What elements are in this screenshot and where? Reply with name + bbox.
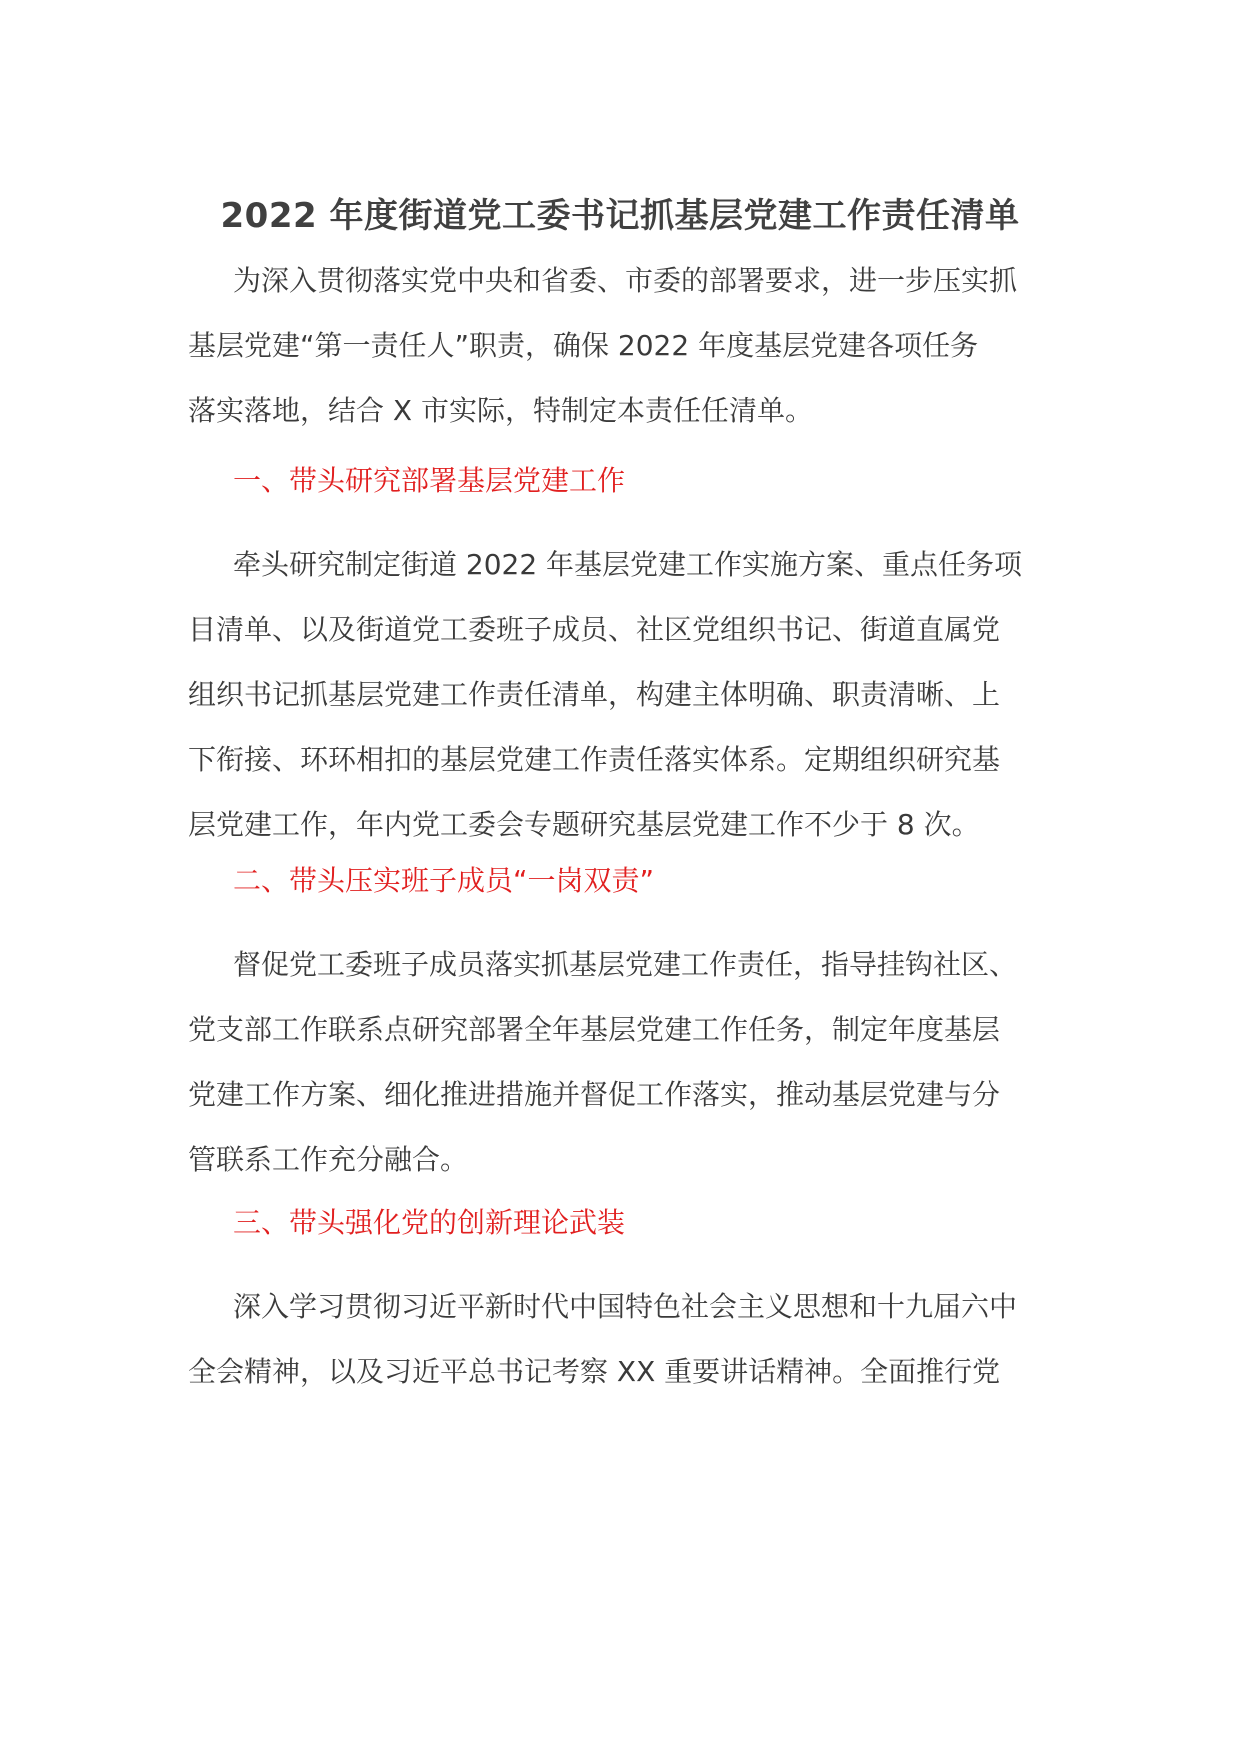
- section-heading-1: 一、带头研究部署基层党建工作: [233, 464, 626, 497]
- text-line: 党支部工作联系点研究部署全年基层党建工作任务，制定年度基层: [188, 1013, 1001, 1046]
- text-line: 牵头研究制定街道 2022 年基层党建工作实施方案、重点任务项: [233, 548, 1023, 581]
- text-line: 落实落地，结合 X 市实际，特制定本责任任清单。: [188, 394, 813, 427]
- text-line: 管联系工作充分融合。: [188, 1143, 469, 1176]
- section-heading-2: 二、带头压实班子成员“一岗双责”: [233, 864, 655, 897]
- text-line: 督促党工委班子成员落实抓基层党建工作责任，指导挂钩社区、: [233, 948, 1018, 981]
- text-line: 全会精神，以及习近平总书记考察 XX 重要讲话精神。全面推行党: [188, 1355, 1001, 1388]
- text-line: 目清单、以及街道党工委班子成员、社区党组织书记、街道直属党: [188, 613, 1001, 646]
- section-3-paragraph: [188, 1274, 1058, 1404]
- text-line: 组织书记抓基层党建工作责任清单，构建主体明确、职责清晰、上: [188, 678, 1001, 711]
- section-1-paragraph: [188, 532, 1058, 857]
- text-line: 为深入贯彻落实党中央和省委、市委的部署要求，进一步压实抓: [233, 264, 1018, 297]
- text-line: 党建工作方案、细化推进措施并督促工作落实，推动基层党建与分: [188, 1078, 1001, 1111]
- intro-paragraph: [188, 248, 1058, 443]
- text-line: 深入学习贯彻习近平新时代中国特色社会主义思想和十九届六中: [233, 1290, 1018, 1323]
- section-2-paragraph: [188, 932, 1058, 1192]
- text-line: 下衔接、环环相扣的基层党建工作责任落实体系。定期组织研究基: [188, 743, 1001, 776]
- section-heading-3: 三、带头强化党的创新理论武装: [233, 1206, 626, 1239]
- document-title: 2022 年度街道党工委书记抓基层党建工作责任清单: [220, 196, 1020, 236]
- text-line: 层党建工作，年内党工委会专题研究基层党建工作不少于 8 次。: [188, 808, 980, 841]
- text-line: 基层党建“第一责任人”职责，确保 2022 年度基层党建各项任务: [188, 329, 979, 362]
